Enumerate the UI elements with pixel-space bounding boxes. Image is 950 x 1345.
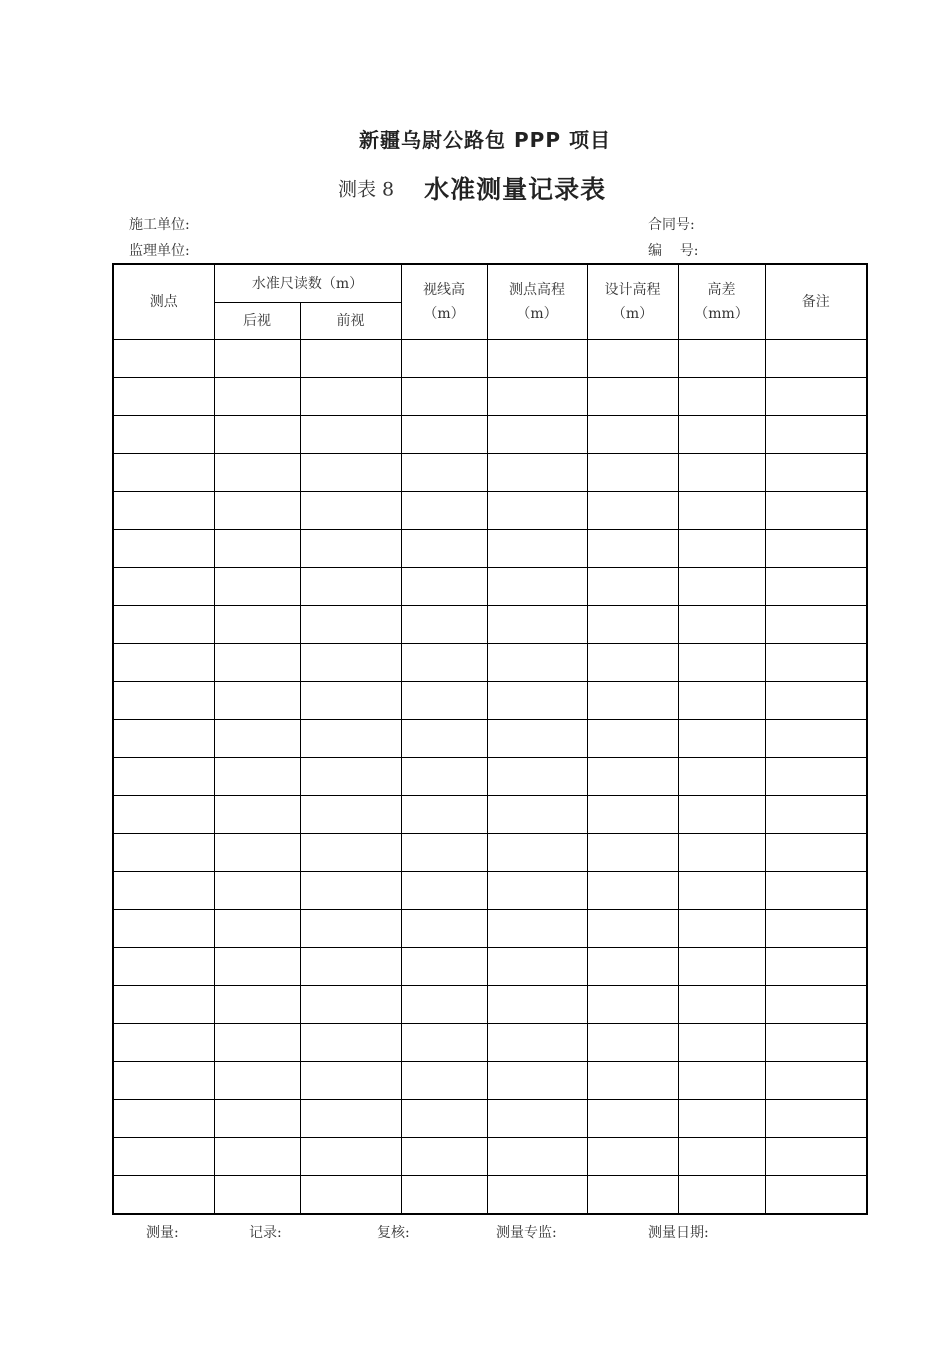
cell-foresight[interactable] — [300, 606, 401, 644]
cell-remarks[interactable] — [765, 340, 867, 378]
header-instrument-height — [401, 264, 487, 340]
cell-design-elevation[interactable] — [587, 1176, 678, 1215]
cell-point-elevation[interactable] — [487, 872, 587, 910]
cell-point-elevation[interactable] — [487, 416, 587, 454]
table-row — [113, 682, 867, 720]
cell-station[interactable] — [113, 1062, 214, 1100]
cell-instrument-height[interactable] — [401, 986, 487, 1024]
cell-height-diff[interactable] — [678, 1176, 765, 1215]
cell-remarks[interactable] — [765, 1024, 867, 1062]
cell-station[interactable] — [113, 492, 214, 530]
cell-station[interactable] — [113, 1176, 214, 1215]
cell-remarks[interactable] — [765, 720, 867, 758]
cell-foresight[interactable] — [300, 644, 401, 682]
cell-instrument-height[interactable] — [401, 606, 487, 644]
cell-backsight[interactable] — [214, 910, 300, 948]
cell-backsight[interactable] — [214, 1138, 300, 1176]
cell-design-elevation[interactable] — [587, 796, 678, 834]
cell-remarks[interactable] — [765, 378, 867, 416]
table-row — [113, 1176, 867, 1215]
cell-remarks[interactable] — [765, 986, 867, 1024]
footer-surveyor-label: 测量: — [146, 1225, 179, 1241]
cell-foresight[interactable] — [300, 1176, 401, 1215]
cell-height-diff[interactable] — [678, 758, 765, 796]
cell-foresight[interactable] — [300, 340, 401, 378]
cell-instrument-height[interactable] — [401, 834, 487, 872]
cell-remarks[interactable] — [765, 1176, 867, 1215]
cell-station[interactable] — [113, 1138, 214, 1176]
cell-design-elevation[interactable] — [587, 986, 678, 1024]
table-row — [113, 986, 867, 1024]
cell-design-elevation[interactable] — [587, 834, 678, 872]
cell-instrument-height[interactable] — [401, 1176, 487, 1215]
cell-design-elevation[interactable] — [587, 1138, 678, 1176]
header-point-elevation — [487, 264, 587, 340]
cell-instrument-height[interactable] — [401, 948, 487, 986]
cell-remarks[interactable] — [765, 910, 867, 948]
cell-station[interactable] — [113, 644, 214, 682]
cell-height-diff[interactable] — [678, 986, 765, 1024]
cell-foresight[interactable] — [300, 1062, 401, 1100]
cell-instrument-height[interactable] — [401, 720, 487, 758]
cell-remarks[interactable] — [765, 1062, 867, 1100]
cell-station[interactable] — [113, 720, 214, 758]
header-design-elevation — [587, 264, 678, 340]
cell-design-elevation[interactable] — [587, 378, 678, 416]
table-row — [113, 530, 867, 568]
cell-station[interactable] — [113, 758, 214, 796]
cell-foresight[interactable] — [300, 986, 401, 1024]
cell-point-elevation[interactable] — [487, 910, 587, 948]
header-staff-reading: 水准尺读数（m） — [214, 264, 401, 303]
cell-backsight[interactable] — [214, 1024, 300, 1062]
cell-foresight[interactable] — [300, 1100, 401, 1138]
cell-point-elevation[interactable] — [487, 796, 587, 834]
construction-unit-label: 施工单位: — [129, 217, 190, 233]
cell-foresight[interactable] — [300, 948, 401, 986]
cell-instrument-height[interactable] — [401, 796, 487, 834]
header-point-elevation-label: 测点高程 — [509, 282, 565, 298]
cell-foresight[interactable] — [300, 910, 401, 948]
cell-point-elevation[interactable] — [487, 492, 587, 530]
cell-foresight[interactable] — [300, 720, 401, 758]
cell-backsight[interactable] — [214, 378, 300, 416]
cell-instrument-height[interactable] — [401, 758, 487, 796]
cell-point-elevation[interactable] — [487, 1024, 587, 1062]
cell-station[interactable] — [113, 1100, 214, 1138]
cell-instrument-height[interactable] — [401, 340, 487, 378]
cell-design-elevation[interactable] — [587, 568, 678, 606]
cell-height-diff[interactable] — [678, 1100, 765, 1138]
cell-height-diff[interactable] — [678, 720, 765, 758]
cell-remarks[interactable] — [765, 606, 867, 644]
cell-remarks[interactable] — [765, 834, 867, 872]
cell-design-elevation[interactable] — [587, 1100, 678, 1138]
header-instrument-height-unit: （m） — [423, 306, 465, 322]
cell-remarks[interactable] — [765, 948, 867, 986]
header-height-diff-label: 高差 — [707, 282, 736, 298]
cell-station[interactable] — [113, 796, 214, 834]
header-instrument-height-label: 视线高 — [423, 282, 465, 298]
cell-backsight[interactable] — [214, 416, 300, 454]
cell-height-diff[interactable] — [678, 530, 765, 568]
cell-station[interactable] — [113, 682, 214, 720]
table-row — [113, 796, 867, 834]
cell-point-elevation[interactable] — [487, 530, 587, 568]
cell-height-diff[interactable] — [678, 910, 765, 948]
cell-backsight[interactable] — [214, 948, 300, 986]
cell-height-diff[interactable] — [678, 1024, 765, 1062]
table-row — [113, 568, 867, 606]
cell-station[interactable] — [113, 568, 214, 606]
cell-backsight[interactable] — [214, 530, 300, 568]
table-row — [113, 1100, 867, 1138]
header-foresight: 前视 — [300, 303, 401, 340]
table-body — [113, 340, 867, 1215]
cell-design-elevation[interactable] — [587, 644, 678, 682]
cell-height-diff[interactable] — [678, 606, 765, 644]
footer-survey-date-label: 测量日期: — [648, 1225, 709, 1241]
cell-foresight[interactable] — [300, 834, 401, 872]
cell-point-elevation[interactable] — [487, 606, 587, 644]
cell-station[interactable] — [113, 1024, 214, 1062]
cell-backsight[interactable] — [214, 568, 300, 606]
cell-point-elevation[interactable] — [487, 644, 587, 682]
cell-instrument-height[interactable] — [401, 872, 487, 910]
header-point-elevation-unit: （m） — [516, 306, 558, 322]
cell-height-diff[interactable] — [678, 1138, 765, 1176]
table-row — [113, 416, 867, 454]
cell-design-elevation[interactable] — [587, 872, 678, 910]
cell-backsight[interactable] — [214, 644, 300, 682]
cell-instrument-height[interactable] — [401, 682, 487, 720]
cell-point-elevation[interactable] — [487, 948, 587, 986]
cell-backsight[interactable] — [214, 720, 300, 758]
cell-height-diff[interactable] — [678, 340, 765, 378]
cell-instrument-height[interactable] — [401, 416, 487, 454]
table-row — [113, 834, 867, 872]
cell-station[interactable] — [113, 948, 214, 986]
cell-foresight[interactable] — [300, 378, 401, 416]
cell-station[interactable] — [113, 340, 214, 378]
header-remarks: 备注 — [765, 264, 867, 340]
cell-backsight[interactable] — [214, 1062, 300, 1100]
serial-no-label: 编 号: — [648, 243, 699, 259]
cell-backsight[interactable] — [214, 1100, 300, 1138]
cell-backsight[interactable] — [214, 758, 300, 796]
cell-instrument-height[interactable] — [401, 1138, 487, 1176]
cell-remarks[interactable] — [765, 530, 867, 568]
cell-remarks[interactable] — [765, 758, 867, 796]
cell-foresight[interactable] — [300, 530, 401, 568]
cell-design-elevation[interactable] — [587, 948, 678, 986]
cell-height-diff[interactable] — [678, 644, 765, 682]
cell-height-diff[interactable] — [678, 416, 765, 454]
cell-foresight[interactable] — [300, 1024, 401, 1062]
cell-backsight[interactable] — [214, 986, 300, 1024]
cell-instrument-height[interactable] — [401, 378, 487, 416]
form-number: 测表 8 — [338, 178, 395, 201]
table-row — [113, 1024, 867, 1062]
cell-remarks[interactable] — [765, 568, 867, 606]
cell-instrument-height[interactable] — [401, 454, 487, 492]
cell-point-elevation[interactable] — [487, 340, 587, 378]
cell-backsight[interactable] — [214, 606, 300, 644]
project-title: 新疆乌尉公路包 PPP 项目 — [359, 128, 611, 152]
cell-station[interactable] — [113, 454, 214, 492]
cell-remarks[interactable] — [765, 872, 867, 910]
table-row — [113, 1138, 867, 1176]
cell-point-elevation[interactable] — [487, 682, 587, 720]
cell-point-elevation[interactable] — [487, 1138, 587, 1176]
cell-station[interactable] — [113, 986, 214, 1024]
leveling-record-table — [112, 263, 868, 1215]
table-row — [113, 340, 867, 378]
cell-instrument-height[interactable] — [401, 910, 487, 948]
cell-height-diff[interactable] — [678, 796, 765, 834]
cell-design-elevation[interactable] — [587, 682, 678, 720]
cell-height-diff[interactable] — [678, 948, 765, 986]
cell-station[interactable] — [113, 378, 214, 416]
cell-point-elevation[interactable] — [487, 758, 587, 796]
footer-recorder-label: 记录: — [249, 1225, 282, 1241]
cell-design-elevation[interactable] — [587, 758, 678, 796]
cell-remarks[interactable] — [765, 454, 867, 492]
form-heading — [338, 170, 606, 206]
cell-point-elevation[interactable] — [487, 378, 587, 416]
cell-backsight[interactable] — [214, 1176, 300, 1215]
cell-station[interactable] — [113, 910, 214, 948]
cell-backsight[interactable] — [214, 682, 300, 720]
cell-remarks[interactable] — [765, 1138, 867, 1176]
cell-foresight[interactable] — [300, 1138, 401, 1176]
table-row — [113, 720, 867, 758]
cell-point-elevation[interactable] — [487, 1176, 587, 1215]
table-row — [113, 454, 867, 492]
cell-instrument-height[interactable] — [401, 1100, 487, 1138]
header-design-elevation-unit: （m） — [611, 306, 654, 322]
cell-station[interactable] — [113, 416, 214, 454]
cell-point-elevation[interactable] — [487, 986, 587, 1024]
cell-design-elevation[interactable] — [587, 340, 678, 378]
cell-height-diff[interactable] — [678, 834, 765, 872]
cell-backsight[interactable] — [214, 796, 300, 834]
header-height-diff-unit: （mm） — [694, 306, 749, 322]
table-row — [113, 758, 867, 796]
cell-instrument-height[interactable] — [401, 644, 487, 682]
cell-design-elevation[interactable] — [587, 1062, 678, 1100]
form-title: 水准测量记录表 — [424, 175, 607, 204]
cell-backsight[interactable] — [214, 340, 300, 378]
cell-foresight[interactable] — [300, 416, 401, 454]
cell-height-diff[interactable] — [678, 454, 765, 492]
cell-design-elevation[interactable] — [587, 454, 678, 492]
cell-backsight[interactable] — [214, 492, 300, 530]
table-row — [113, 492, 867, 530]
header-design-elevation-label: 设计高程 — [604, 282, 661, 298]
cell-design-elevation[interactable] — [587, 492, 678, 530]
cell-foresight[interactable] — [300, 568, 401, 606]
cell-station[interactable] — [113, 606, 214, 644]
cell-foresight[interactable] — [300, 454, 401, 492]
cell-design-elevation[interactable] — [587, 530, 678, 568]
cell-design-elevation[interactable] — [587, 910, 678, 948]
cell-height-diff[interactable] — [678, 492, 765, 530]
cell-backsight[interactable] — [214, 454, 300, 492]
cell-foresight[interactable] — [300, 682, 401, 720]
table-row — [113, 606, 867, 644]
cell-remarks[interactable] — [765, 1100, 867, 1138]
cell-design-elevation[interactable] — [587, 606, 678, 644]
table-row — [113, 644, 867, 682]
cell-instrument-height[interactable] — [401, 1062, 487, 1100]
cell-backsight[interactable] — [214, 872, 300, 910]
cell-design-elevation[interactable] — [587, 1024, 678, 1062]
cell-remarks[interactable] — [765, 796, 867, 834]
cell-foresight[interactable] — [300, 872, 401, 910]
cell-remarks[interactable] — [765, 416, 867, 454]
cell-instrument-height[interactable] — [401, 1024, 487, 1062]
cell-remarks[interactable] — [765, 492, 867, 530]
cell-backsight[interactable] — [214, 834, 300, 872]
cell-design-elevation[interactable] — [587, 720, 678, 758]
table-row — [113, 1062, 867, 1100]
header-height-diff — [678, 264, 765, 340]
cell-station[interactable] — [113, 530, 214, 568]
cell-height-diff[interactable] — [678, 568, 765, 606]
cell-height-diff[interactable] — [678, 1062, 765, 1100]
footer-survey-supervisor-label: 测量专监: — [496, 1225, 557, 1241]
cell-remarks[interactable] — [765, 644, 867, 682]
cell-height-diff[interactable] — [678, 682, 765, 720]
table-row — [113, 910, 867, 948]
table-row — [113, 378, 867, 416]
cell-height-diff[interactable] — [678, 378, 765, 416]
cell-station[interactable] — [113, 872, 214, 910]
cell-station[interactable] — [113, 834, 214, 872]
header-backsight: 后视 — [214, 303, 300, 340]
cell-foresight[interactable] — [300, 492, 401, 530]
cell-foresight[interactable] — [300, 796, 401, 834]
cell-point-elevation[interactable] — [487, 454, 587, 492]
cell-point-elevation[interactable] — [487, 1100, 587, 1138]
cell-instrument-height[interactable] — [401, 530, 487, 568]
cell-design-elevation[interactable] — [587, 416, 678, 454]
cell-point-elevation[interactable] — [487, 720, 587, 758]
supervision-unit-label: 监理单位: — [129, 243, 190, 259]
cell-remarks[interactable] — [765, 682, 867, 720]
footer-checker-label: 复核: — [377, 1225, 410, 1241]
cell-foresight[interactable] — [300, 758, 401, 796]
cell-point-elevation[interactable] — [487, 834, 587, 872]
header-station: 测点 — [113, 264, 214, 340]
cell-instrument-height[interactable] — [401, 568, 487, 606]
cell-height-diff[interactable] — [678, 872, 765, 910]
cell-point-elevation[interactable] — [487, 1062, 587, 1100]
table-row — [113, 872, 867, 910]
table-row — [113, 948, 867, 986]
contract-no-label: 合同号: — [648, 217, 695, 233]
cell-point-elevation[interactable] — [487, 568, 587, 606]
cell-instrument-height[interactable] — [401, 492, 487, 530]
